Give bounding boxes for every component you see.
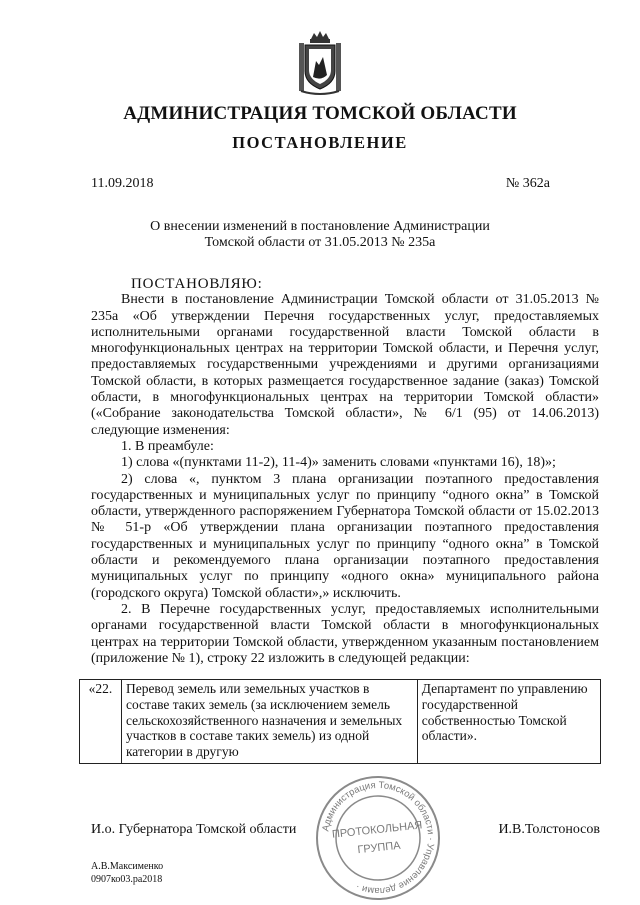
tomsk-coat-of-arms-icon: [297, 27, 343, 97]
author-code: 0907ко03.ра2018: [91, 874, 163, 885]
stamp-line-2: ГРУППА: [356, 839, 402, 857]
signatory-name: И.В.Толстоносов: [498, 822, 600, 837]
document-type: ПОСТАНОВЛЕНИЕ: [232, 133, 408, 152]
document-subject: [0, 219, 640, 251]
document-date: 11.09.2018: [91, 176, 154, 191]
table-cell-number: «22.: [80, 680, 122, 764]
stamp-outer-text: Администрация Томской области · Управление делами ·: [320, 779, 437, 897]
services-table: [79, 679, 601, 764]
table-cell-body: Департамент по управлению государственной собственностью Томской области».: [417, 680, 600, 764]
subject-line-1: О внесении изменений в постановление Администрации: [150, 219, 490, 234]
author-name: А.В.Максименко: [91, 861, 164, 872]
table-row: [80, 680, 601, 764]
decree-heading: ПОСТАНОВЛЯЮ:: [131, 276, 263, 292]
paragraph-3: 1) слова «(пунктами 11-2), 11-4)» заменить словами «пунктами 16), 18)»;: [121, 455, 556, 471]
author-info: [91, 860, 163, 886]
stamp-line-1: ПРОТОКОЛЬНАЯ: [331, 819, 423, 841]
official-stamp: [313, 773, 443, 903]
paragraph-2: 1. В преамбуле:: [121, 438, 214, 454]
document-number: № 362а: [505, 176, 550, 191]
document-body: [91, 276, 599, 667]
subject-line-2: Томской области от 31.05.2013 № 235а: [204, 235, 436, 250]
paragraph-5: 2. В Перечне государственных услуг, предоставляемых исполнительными органами государственной власти Томской области в многофункциональных центрах на территории Томской области, утвержденном указанным постановлением (приложение № 1), строку 22 изложить в следующей редакции:: [91, 601, 599, 666]
organization-title: АДМИНИСТРАЦИЯ ТОМСКОЙ ОБЛАСТИ: [123, 103, 517, 124]
paragraph-1: Внести в постановление Администрации Томской области от 31.05.2013 № 235а «Об утверждении Перечня государственных услуг, предоставляемых исполнительными органами государственной власти Томской области в многофункциональных центрах на территории Томской области, и Перечня услуг, предоставляемых государственными учреждениями и другими организациями Томской области, в которых размещается государственное задание (заказ) Томской области, в многофункциональных центрах на территории Томской области» («Собрание законодательства Томской области», № 6/1 (95) от 14.06.2013) следующие изменения:: [91, 292, 599, 438]
table-cell-service: Перевод земель или земельных участков в составе таких земель (за исключением земель сельскохозяйственного назначения и земельных участков в составе таких земель) из одной категории в другую: [121, 680, 417, 764]
signatory-position: И.о. Губернатора Томской области: [91, 822, 297, 837]
paragraph-4: 2) слова «, пунктом 3 плана организации поэтапного предоставления государственных и муниципальных услуг по принципу “одного окна” в Томской области, утвержденного распоряжением Губернатора Томской области от 15.02.2013 № 51-р «Об утверждении плана организации поэтапного предоставления государственных и муниципальных услуг по принципу “одного окна” в Томской области и рекомендуемого плана организации поэтапного предоставления муниципальных услуг по принципу «одного окна» муниципального района (городского округа) Томской области»,» исключить.: [91, 471, 599, 601]
